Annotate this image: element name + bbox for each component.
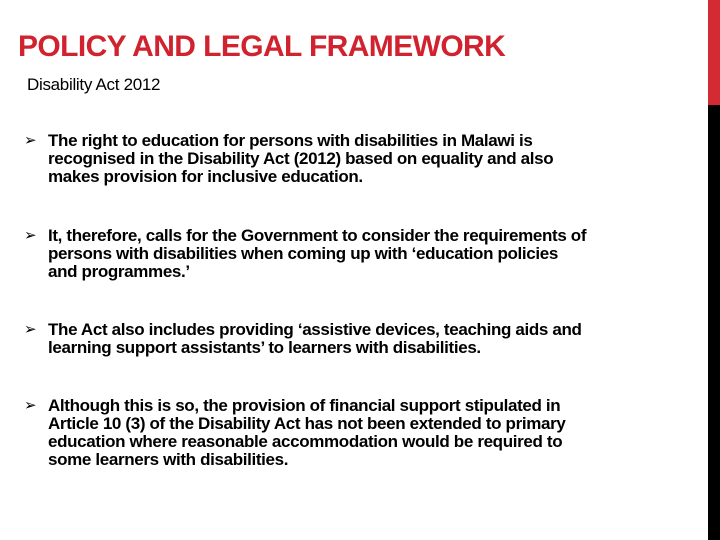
bullet-text [48,227,586,281]
bullet-line: It, therefore, calls for the Government to consider the requirements of [48,226,587,245]
accent-bar-black [708,105,720,540]
bullet-line: and programmes.’ [48,262,190,281]
bullet-text [48,132,553,186]
bullet-line: learning support assistants’ to learners with disabilities. [48,338,481,357]
bullet-line: makes provision for inclusive education. [48,167,363,186]
arrow-bullet-icon: ➢ [24,227,37,244]
bullet-item [24,132,553,186]
bullet-line: education where reasonable accommodation would be required to [48,432,563,451]
bullet-line: Although this is so, the provision of financial support stipulated in [48,396,561,415]
bullet-text [48,397,565,469]
bullet-line: persons with disabilities when coming up with ‘education policies [48,244,558,263]
arrow-bullet-icon: ➢ [24,132,37,149]
slide-title: POLICY AND LEGAL FRAMEWORK [18,30,506,63]
bullet-item [24,227,586,281]
bullet-line: some learners with disabilities. [48,450,289,469]
arrow-bullet-icon: ➢ [24,397,37,414]
bullet-line: The right to education for persons with disabilities in Malawi is [48,131,533,150]
slide-subtitle: Disability Act 2012 [27,75,161,94]
bullet-line: recognised in the Disability Act (2012) based on equality and also [48,149,554,168]
bullet-item [24,397,565,469]
bullet-text [48,321,582,357]
bullet-item [24,321,582,357]
bullet-line: The Act also includes providing ‘assistive devices, teaching aids and [48,320,582,339]
accent-bar-red [708,0,720,105]
bullet-line: Article 10 (3) of the Disability Act has not been extended to primary [48,414,566,433]
arrow-bullet-icon: ➢ [24,321,37,338]
